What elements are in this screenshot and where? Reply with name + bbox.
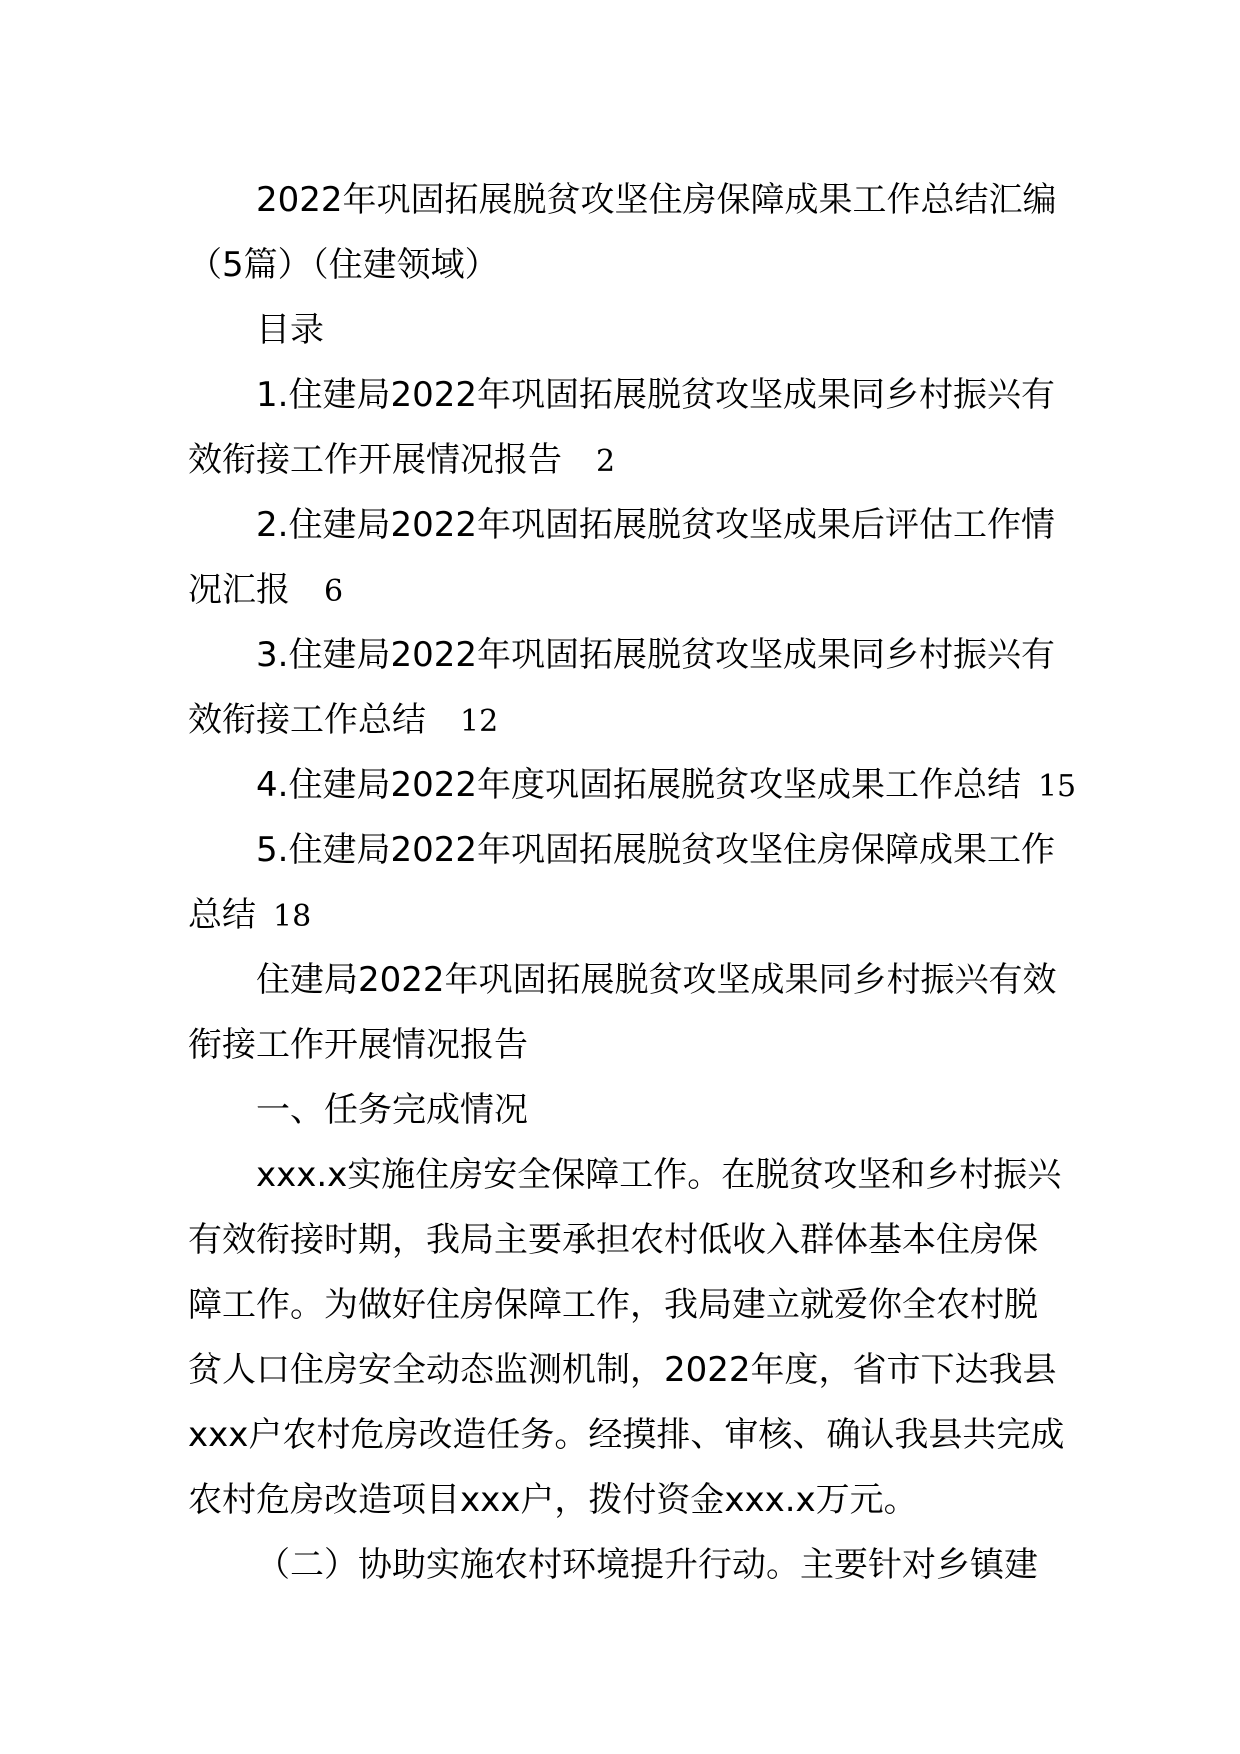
paragraph-1-line-1: xxx.x实施住房安全保障工作。在脱贫攻坚和乡村振兴 — [256, 1155, 1062, 1195]
toc-item-5-line-1: 5.住建局2022年巩固拓展脱贫攻坚住房保障成果工作 — [256, 830, 1055, 870]
section-title-line-2: 衔接工作开展情况报告 — [188, 1025, 528, 1065]
toc-item-2-page: 6 — [324, 574, 344, 609]
toc-item-4-line-1 — [188, 753, 1077, 818]
paragraph-1-line-5: xxx户农村危房改造任务。经摸排、审核、确认我县共完成 — [188, 1415, 1065, 1455]
toc-item-1-line-1: 1.住建局2022年巩固拓展脱贫攻坚成果同乡村振兴有 — [256, 375, 1055, 415]
paragraph-1-line-6: 农村危房改造项目xxx户，拨付资金xxx.x万元。 — [188, 1480, 918, 1520]
toc-item-1-page: 2 — [596, 444, 616, 479]
paragraph-1-line-3: 障工作。为做好住房保障工作，我局建立就爱你全农村脱 — [188, 1285, 1038, 1325]
toc-item-1-text: 效衔接工作开展情况报告 — [188, 440, 562, 480]
document-page — [188, 168, 1077, 1598]
toc-item-5-line-2 — [188, 883, 1060, 948]
toc-item-5-text: 总结 — [188, 895, 256, 935]
toc-item-5-page: 18 — [273, 899, 312, 934]
toc-heading: 目录 — [256, 310, 324, 350]
heading-task-completion: 一、任务完成情况 — [256, 1090, 528, 1130]
document-title-line-1: 2022年巩固拓展脱贫攻坚住房保障成果工作总结汇编 — [256, 180, 1057, 220]
toc-item-4-page: 15 — [1037, 769, 1077, 804]
document-title-line-2: （5篇）（住建领域） — [188, 245, 499, 285]
toc-item-3-page: 12 — [460, 704, 499, 739]
paragraph-1-line-4: 贫人口住房安全动态监测机制，2022年度，省市下达我县 — [188, 1350, 1057, 1390]
toc-item-4-text: 4.住建局2022年度巩固拓展脱贫攻坚成果工作总结 — [256, 765, 1021, 805]
paragraph-1-line-2: 有效衔接时期，我局主要承担农村低收入群体基本住房保 — [188, 1220, 1038, 1260]
toc-item-2-line-1: 2.住建局2022年巩固拓展脱贫攻坚成果后评估工作情 — [256, 505, 1055, 545]
section-title-line-1: 住建局2022年巩固拓展脱贫攻坚成果同乡村振兴有效 — [256, 960, 1057, 1000]
toc-item-3-line-2 — [188, 688, 1060, 753]
toc-item-2-line-2 — [188, 558, 1060, 623]
toc-item-3-line-1: 3.住建局2022年巩固拓展脱贫攻坚成果同乡村振兴有 — [256, 635, 1055, 675]
toc-item-2-text: 况汇报 — [188, 570, 290, 610]
paragraph-2-line-1: （二）协助实施农村环境提升行动。主要针对乡镇建 — [256, 1545, 1038, 1585]
toc-item-3-text: 效衔接工作总结 — [188, 700, 426, 740]
toc-item-1-line-2 — [188, 428, 1060, 493]
